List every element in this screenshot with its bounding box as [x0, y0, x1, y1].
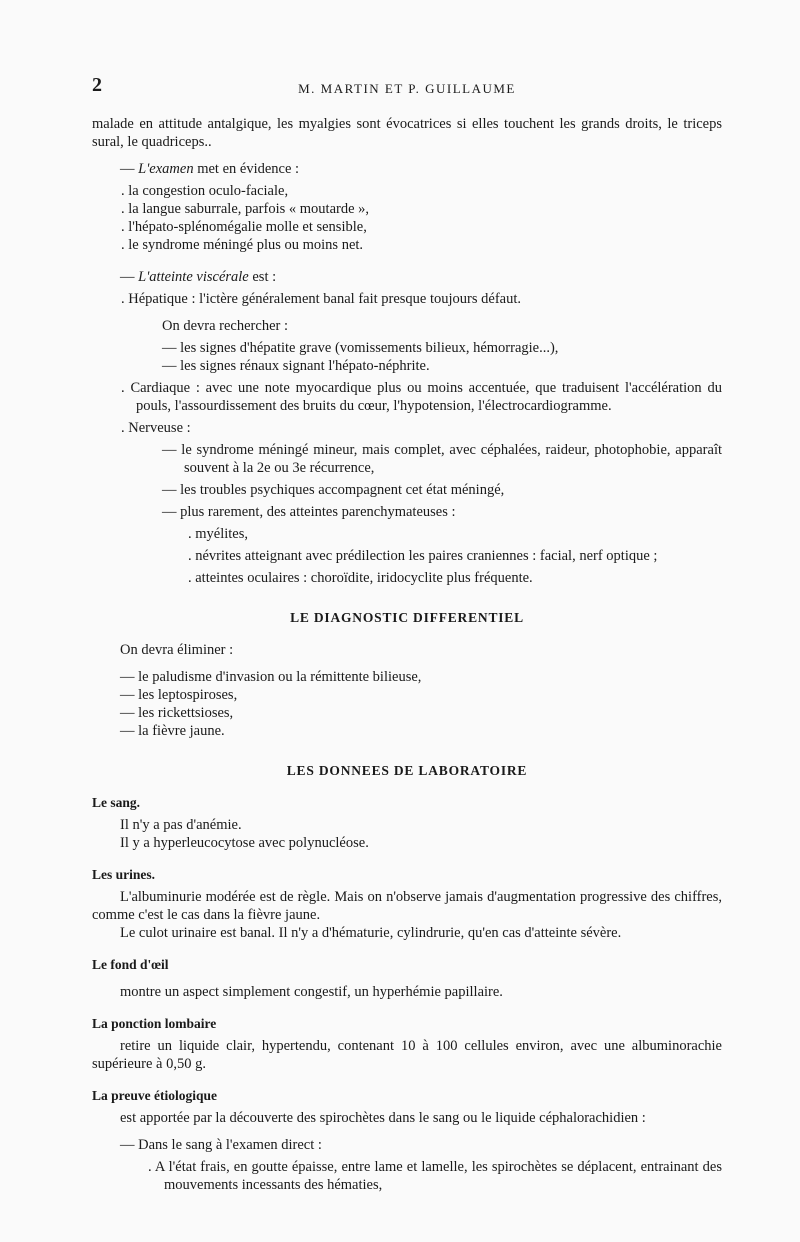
hepatique-item: — les signes d'hépatite grave (vomissements bilieux, hémorragie...), — [162, 340, 559, 356]
diagnostic-title: LE DIAGNOSTIC DIFFERENTIEL — [290, 610, 524, 625]
diagnostic-item: — les leptospiroses, — [120, 687, 238, 703]
parenchyma-item: . myélites, — [188, 526, 249, 542]
sang-direct-item: . A l'état frais, en goutte épaisse, entre lame et lamelle, les spirochètes se déplacent, entrainant des mouvements incessants des hématies, — [148, 1159, 722, 1193]
preuve-heading: La preuve étiologique — [92, 1088, 218, 1103]
examen-heading: — L'examen met en évidence : — [120, 161, 300, 177]
urines-paragraph: Le culot urinaire est banal. Il n'y a d'hématurie, cylindrurie, qu'en cas d'atteinte sévère. — [120, 925, 622, 941]
fond-heading: Le fond d'œil — [92, 957, 169, 972]
parenchyma-item: . atteintes oculaires : choroïdite, iridocyclite plus fréquente. — [188, 570, 533, 586]
urines-heading: Les urines. — [92, 867, 156, 882]
urines-paragraph: L'albuminurie modérée est de règle. Mais on n'observe jamais d'augmentation progressive des chiffres, comme c'est le cas dans la fièvre jaune. — [92, 889, 722, 923]
laboratoire-title: LES DONNEES DE LABORATOIRE — [286, 763, 528, 778]
fond-text: montre un aspect simplement congestif, un hyperhémie papillaire. — [120, 984, 503, 1000]
nerveuse-item: — plus rarement, des atteintes parenchymateuses : — [162, 504, 456, 520]
hepatique-paragraph: . Hépatique : l'ictère généralement banal fait presque toujours défaut. — [121, 291, 521, 307]
page-header — [92, 76, 722, 98]
atteinte-label: L'atteinte viscérale — [138, 269, 249, 285]
running-head: M. MARTIN ET P. GUILLAUME — [298, 81, 516, 96]
preuve-text: est apportée par la découverte des spirochètes dans le sang ou le liquide céphalorachidien : — [120, 1110, 646, 1126]
examen-label: L'examen — [138, 161, 194, 177]
diagnostic-item: — les rickettsioses, — [120, 705, 234, 721]
sang-direct: — Dans le sang à l'examen direct : — [120, 1137, 322, 1153]
nerveuse-item: — les troubles psychiques accompagnent cet état méningé, — [162, 482, 505, 498]
ponction-text: retire un liquide clair, hypertendu, contenant 10 à 100 cellules environ, avec une albuminorachie supérieure à 0,50 g. — [92, 1038, 722, 1072]
cardiaque-paragraph: . Cardiaque : avec une note myocardique plus ou moins accentuée, que traduisent l'accélération du pouls, l'assourdissement des bruits du cœur, l'hypotension, l'électrocardiogramme. — [121, 380, 722, 414]
page-content — [92, 115, 722, 1194]
parenchyma-item: . névrites atteignant avec prédilection les paires craniennes : facial, nerf optique ; — [188, 548, 658, 564]
nerveuse-item: — le syndrome méningé mineur, mais complet, avec céphalées, raideur, photophobie, apparaît souvent à la 2e ou 3e récurrence, — [162, 442, 722, 476]
sang-line: Il n'y a pas d'anémie. — [120, 817, 242, 833]
diagnostic-intro: On devra éliminer : — [120, 642, 234, 658]
examen-item: . l'hépato-splénomégalie molle et sensible, — [121, 219, 367, 235]
sang-heading: Le sang. — [92, 795, 141, 810]
examen-rest: met en évidence : — [193, 161, 300, 177]
examen-item: . la langue saburrale, parfois « moutarde », — [121, 201, 370, 217]
sang-line: Il y a hyperleucocytose avec polynucléose. — [120, 835, 369, 851]
ponction-heading: La ponction lombaire — [92, 1016, 217, 1031]
diagnostic-item: — le paludisme d'invasion ou la rémittente bilieuse, — [120, 669, 422, 685]
nerveuse-label: . Nerveuse : — [121, 420, 191, 436]
page-number: 2 — [92, 74, 102, 96]
atteinte-heading: — L'atteinte viscérale est : — [120, 269, 277, 285]
atteinte-rest: est : — [248, 269, 277, 285]
hepatique-item: — les signes rénaux signant l'hépato-néphrite. — [162, 358, 430, 374]
rechercher-label: On devra rechercher : — [162, 318, 288, 334]
diagnostic-item: — la fièvre jaune. — [120, 723, 225, 739]
examen-item: . la congestion oculo-faciale, — [121, 183, 289, 199]
examen-item: . le syndrome méningé plus ou moins net. — [121, 237, 364, 253]
intro-paragraph: malade en attitude antalgique, les myalgies sont évocatrices si elles touchent les grands droits, le triceps sural, le quadriceps.. — [92, 116, 722, 150]
